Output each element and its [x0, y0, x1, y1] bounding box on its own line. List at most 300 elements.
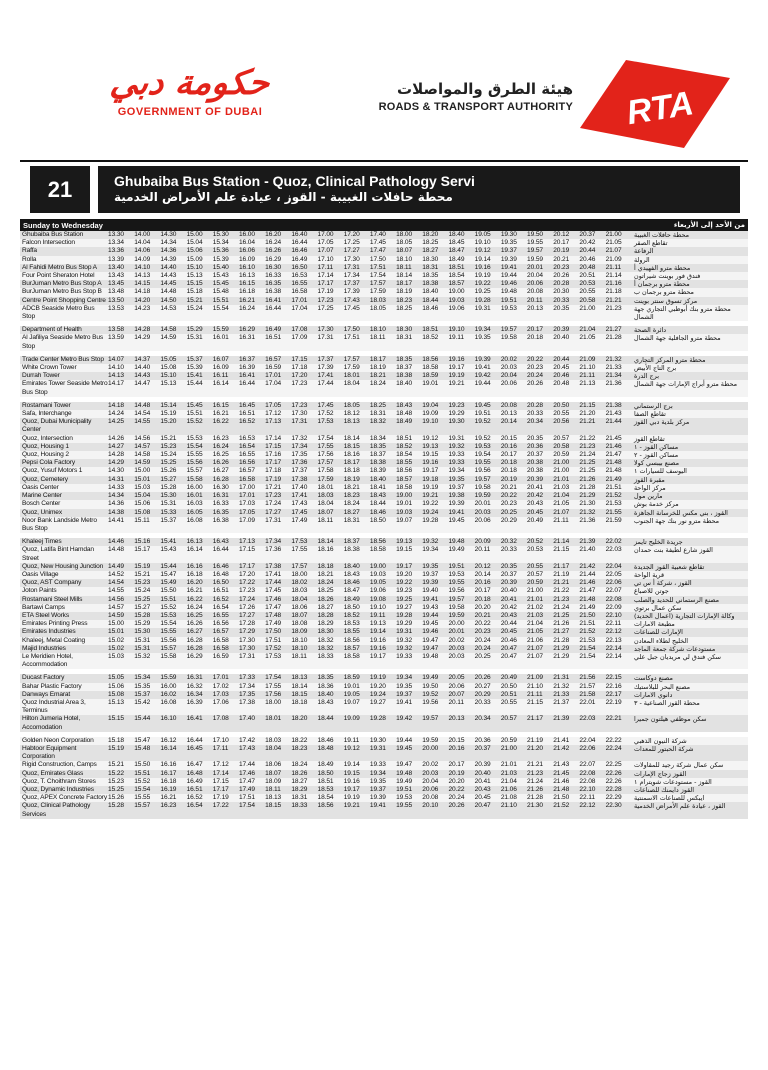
time-cell: 18.48 [396, 410, 413, 418]
time-cell: 15.43 [212, 272, 229, 280]
time-cell: 20.50 [553, 401, 570, 409]
time-cell: 15.41 [186, 372, 203, 380]
time-cell: 17.20 [291, 372, 308, 380]
stop-name-arabic: محطة مترو الفهيدي أ [634, 263, 691, 272]
stop-name-english: Quoz, Housing 2 [22, 451, 69, 459]
time-cell: 17.56 [265, 690, 282, 698]
time-cell: 20.59 [553, 451, 570, 459]
time-cell: 16.01 [186, 492, 203, 500]
time-cell: 18.34 [369, 434, 386, 442]
time-cell: 18.35 [369, 442, 386, 450]
time-cell: 21.07 [527, 644, 544, 652]
stop-name-arabic: جوتن للاصباغ [634, 587, 669, 596]
time-cell: 19.46 [500, 280, 517, 288]
time-cell: 18.27 [291, 777, 308, 785]
time-cell: 21.24 [579, 451, 596, 459]
table-row [20, 612, 748, 620]
time-cell: 18.31 [422, 263, 439, 271]
time-cell: 16.24 [265, 239, 282, 247]
time-cell: 14.37 [134, 355, 151, 363]
time-cell: 21.36 [579, 516, 596, 524]
time-cell: 20.47 [500, 652, 517, 660]
time-cell: 18.46 [343, 579, 360, 587]
time-cell: 17.00 [317, 231, 334, 238]
time-cell: 14.48 [134, 401, 151, 409]
time-cell: 15.13 [108, 698, 125, 706]
time-cell: 16.25 [212, 451, 229, 459]
stop-name-english: Bahar Plastic Factory [22, 682, 82, 690]
time-cell: 21.31 [553, 674, 570, 682]
time-cell: 18.43 [317, 698, 334, 706]
time-cell: 19.22 [422, 500, 439, 508]
stop-name-arabic: القوز ، بني مكس للخرسانة الجاهزة [634, 508, 728, 517]
time-cell: 19.11 [448, 334, 464, 342]
time-cell: 16.41 [186, 715, 203, 723]
time-cell: 15.10 [186, 263, 203, 271]
time-cell: 20.06 [422, 786, 439, 793]
time-cell: 21.13 [579, 380, 596, 388]
time-cell: 15.54 [134, 786, 151, 793]
time-cell: 18.50 [343, 603, 360, 611]
time-cell: 15.21 [108, 761, 125, 769]
stop-name-english: Pepsi Cola Factory [22, 459, 76, 467]
time-cell: 17.04 [265, 380, 282, 388]
time-cell: 20.12 [474, 562, 491, 570]
time-cell: 19.11 [343, 736, 360, 744]
time-cell: 15.30 [160, 492, 177, 500]
time-cell: 15.09 [186, 255, 203, 263]
time-cell: 17.43 [343, 296, 360, 304]
time-cell: 19.32 [396, 644, 413, 652]
time-cell: 17.49 [265, 620, 282, 628]
timetable [20, 231, 748, 819]
stop-name-english: BurJuman Metro Bus Stop B [22, 288, 102, 296]
time-cell: 17.17 [212, 786, 229, 793]
time-cell: 16.04 [238, 239, 255, 247]
time-cell: 18.26 [317, 595, 334, 603]
time-cell: 17.30 [317, 326, 334, 334]
time-cell: 21.32 [553, 682, 570, 690]
stop-departure-times [108, 451, 632, 459]
time-cell: 18.56 [317, 802, 334, 810]
time-cell: 16.33 [265, 272, 282, 280]
time-cell: 18.55 [343, 628, 360, 636]
time-cell: 18.49 [396, 418, 413, 426]
time-cell: 17.14 [317, 272, 334, 280]
time-cell: 18.46 [369, 508, 386, 516]
time-cell: 20.28 [553, 280, 570, 288]
table-row [20, 653, 748, 669]
table-row [20, 231, 748, 239]
time-cell: 16.37 [238, 355, 255, 363]
stop-departure-times [108, 256, 632, 264]
time-cell: 19.45 [474, 401, 491, 409]
time-cell: 20.28 [527, 401, 544, 409]
time-cell: 19.04 [422, 401, 439, 409]
time-cell: 19.09 [343, 715, 360, 723]
stop-departure-times [108, 770, 632, 778]
time-cell: 21.14 [605, 272, 622, 280]
time-cell: 18.32 [317, 636, 334, 644]
stop-name-arabic: شركة النيون الذهبي [634, 736, 687, 745]
time-cell: 18.56 [396, 467, 413, 475]
time-cell: 18.07 [317, 508, 334, 516]
time-cell: 22.21 [605, 715, 622, 723]
time-cell: 18.26 [291, 769, 308, 777]
time-cell: 18.04 [317, 500, 334, 508]
stop-name-english: ETA Steel Works [22, 611, 69, 619]
time-cell: 14.55 [134, 418, 151, 426]
time-cell: 15.25 [108, 786, 125, 793]
stop-name-arabic: الإمارات للصناعات [634, 628, 683, 637]
stop-name-arabic: وكالة الإمارات التجارية (اعمال الحديد) [634, 611, 735, 620]
time-cell: 21.19 [553, 570, 570, 578]
time-cell: 17.37 [291, 467, 308, 475]
time-cell: 18.29 [291, 786, 308, 793]
time-cell: 20.08 [527, 288, 544, 296]
stop-name-english: Noor Bank Landside Metro Bus Stop [22, 516, 97, 532]
time-cell: 21.38 [605, 401, 622, 409]
time-cell: 20.39 [527, 475, 544, 483]
time-cell: 21.11 [553, 516, 569, 524]
time-cell: 19.13 [396, 538, 413, 546]
stop-name-arabic: سكن موظفي هيلتون جميرا [634, 715, 707, 724]
time-cell: 15.48 [212, 288, 229, 296]
time-cell: 20.17 [553, 239, 570, 247]
time-cell: 15.31 [160, 500, 177, 508]
time-cell: 21.55 [605, 508, 622, 516]
time-cell: 19.29 [396, 620, 413, 628]
time-cell: 20.03 [500, 364, 517, 372]
time-cell: 21.59 [605, 516, 622, 524]
time-cell: 19.25 [396, 595, 413, 603]
stop-name-english: Marine Center [22, 492, 62, 500]
time-cell: 20.57 [500, 715, 517, 723]
time-cell: 18.32 [369, 418, 386, 426]
time-cell: 18.51 [448, 263, 465, 271]
time-cell: 21.46 [605, 442, 622, 450]
time-cell: 19.19 [369, 674, 386, 682]
time-cell: 18.14 [396, 272, 413, 280]
time-cell: 21.33 [553, 690, 570, 698]
time-cell: 16.41 [238, 372, 255, 380]
time-cell: 18.05 [396, 239, 413, 247]
time-cell: 20.30 [553, 288, 570, 296]
time-cell: 20.08 [422, 794, 439, 802]
stop-departure-times [108, 484, 632, 492]
time-cell: 17.41 [291, 492, 308, 500]
time-cell: 19.44 [396, 736, 413, 744]
time-cell: 18.00 [396, 231, 413, 238]
time-cell: 15.52 [186, 418, 203, 426]
time-cell: 16.38 [265, 288, 282, 296]
time-cell: 18.25 [422, 239, 439, 247]
time-cell: 19.05 [343, 690, 360, 698]
time-cell: 17.54 [369, 272, 386, 280]
time-cell: 14.56 [134, 434, 151, 442]
time-cell: 19.49 [448, 546, 465, 554]
time-cell: 20.37 [500, 570, 517, 578]
stop-name-english: Emirates Tower Seaside Metro Bus Stop [22, 380, 108, 396]
time-cell: 14.10 [108, 364, 125, 372]
time-cell: 15.06 [186, 247, 203, 255]
time-cell: 22.24 [605, 744, 622, 752]
time-cell: 19.16 [369, 636, 386, 644]
time-cell: 21.29 [553, 644, 570, 652]
time-cell: 21.30 [579, 500, 596, 508]
time-cell: 20.45 [500, 628, 517, 636]
stop-departure-times [108, 628, 632, 636]
time-cell: 16.13 [186, 538, 203, 546]
time-cell: 17.45 [343, 304, 360, 312]
time-cell: 17.05 [265, 401, 282, 409]
time-cell: 18.01 [265, 715, 282, 723]
time-cell: 22.03 [605, 546, 622, 554]
time-cell: 19.27 [369, 698, 386, 706]
time-cell: 17.23 [291, 401, 308, 409]
time-cell: 18.47 [448, 247, 465, 255]
time-cell: 19.16 [343, 777, 360, 785]
time-cell: 19.39 [448, 500, 465, 508]
time-cell: 19.53 [448, 570, 465, 578]
time-cell: 17.18 [265, 467, 282, 475]
time-cell: 15.57 [134, 802, 151, 810]
time-cell: 16.00 [186, 483, 203, 491]
time-cell: 20.35 [527, 434, 544, 442]
stop-departure-times [108, 410, 632, 418]
time-cell: 18.44 [422, 296, 439, 304]
stop-departure-times [108, 326, 632, 334]
stop-name-english: Quoz, Cemetery [22, 475, 68, 483]
table-row [20, 256, 748, 264]
time-cell: 17.47 [238, 777, 255, 785]
time-cell: 21.11 [605, 263, 622, 271]
time-cell: 15.20 [160, 418, 177, 426]
time-cell: 21.20 [527, 744, 544, 752]
time-cell: 17.17 [317, 280, 334, 288]
stop-name-english: Trade Center Metro Bus Stop [22, 355, 104, 363]
stop-name-arabic: مقبرة القوز [634, 475, 665, 484]
time-cell: 21.00 [553, 459, 570, 467]
time-cell: 16.54 [212, 603, 229, 611]
time-cell: 14.57 [134, 442, 151, 450]
time-cell: 16.59 [265, 364, 282, 372]
time-cell: 18.46 [317, 736, 334, 744]
time-cell: 18.17 [369, 355, 386, 363]
time-cell: 14.59 [160, 334, 177, 342]
time-cell: 17.41 [317, 372, 334, 380]
time-cell: 19.28 [369, 715, 386, 723]
time-cell: 20.46 [500, 636, 517, 644]
time-cell: 21.32 [605, 355, 622, 363]
time-cell: 15.04 [186, 239, 203, 247]
time-cell: 19.32 [422, 538, 439, 546]
time-cell: 13.58 [108, 326, 125, 334]
time-cell: 17.23 [238, 587, 255, 595]
time-cell: 14.00 [134, 231, 151, 238]
time-cell: 19.03 [369, 570, 386, 578]
stop-name-arabic: مطبعة الامارات [634, 620, 675, 629]
time-cell: 20.51 [579, 272, 596, 280]
time-cell: 17.51 [343, 334, 360, 342]
time-cell: 14.07 [108, 355, 125, 363]
time-cell: 18.27 [343, 508, 360, 516]
time-cell: 19.59 [527, 255, 544, 263]
time-cell: 17.34 [238, 682, 255, 690]
time-cell: 19.16 [369, 644, 386, 652]
time-cell: 19.10 [369, 603, 386, 611]
stop-departure-times [108, 356, 632, 364]
time-cell: 16.46 [291, 247, 308, 255]
time-cell: 18.22 [291, 736, 308, 744]
time-cell: 22.15 [605, 674, 622, 682]
time-cell: 15.19 [108, 744, 125, 752]
time-cell: 15.25 [160, 459, 177, 467]
time-cell: 18.36 [317, 682, 334, 690]
time-cell: 15.11 [134, 516, 150, 524]
time-cell: 18.14 [343, 434, 360, 442]
time-cell: 13.53 [108, 304, 125, 312]
time-cell: 21.54 [579, 652, 596, 660]
time-cell: 21.45 [605, 434, 622, 442]
time-cell: 20.58 [553, 442, 570, 450]
time-cell: 20.32 [500, 538, 517, 546]
time-cell: 19.14 [474, 255, 491, 263]
time-cell: 19.17 [343, 786, 360, 793]
time-cell: 20.41 [527, 483, 544, 491]
stop-name-english: Danways Emarat [22, 690, 71, 698]
time-cell: 21.23 [527, 769, 544, 777]
time-cell: 21.21 [527, 761, 544, 769]
time-cell: 18.00 [291, 570, 308, 578]
stop-name-english: Quoz, Intersection [22, 434, 73, 442]
time-cell: 20.00 [448, 620, 465, 628]
stop-name-arabic: مصنع دوكاست [634, 674, 673, 683]
time-cell: 14.46 [108, 538, 125, 546]
stop-name-arabic: محطة مترو برجمان ب [634, 288, 694, 297]
time-cell: 15.18 [186, 288, 203, 296]
time-cell: 16.56 [212, 620, 229, 628]
time-cell: 21.04 [579, 326, 596, 334]
time-cell: 19.55 [448, 579, 465, 587]
time-cell: 17.39 [317, 364, 334, 372]
time-cell: 16.55 [291, 280, 308, 288]
time-cell: 20.22 [448, 786, 465, 793]
time-cell: 20.18 [500, 459, 517, 467]
stop-name-english: Raffa [22, 247, 37, 255]
time-cell: 14.27 [108, 442, 125, 450]
time-cell: 21.49 [579, 603, 596, 611]
time-cell: 14.18 [108, 401, 125, 409]
time-cell: 18.01 [343, 372, 360, 380]
stop-name-arabic: محطة حافلات الغبيبة [634, 231, 690, 239]
table-row [20, 443, 748, 451]
stop-name-arabic: مصنع الرستماني للحديد والصلب [634, 595, 720, 604]
time-cell: 21.17 [553, 562, 570, 570]
time-cell: 19.37 [500, 247, 517, 255]
time-cell: 18.31 [291, 794, 308, 802]
stop-name-english: Al Fahidi Metro Bus Stop A [22, 263, 97, 271]
time-cell: 15.44 [186, 380, 203, 388]
time-cell: 15.47 [134, 736, 151, 744]
time-cell: 19.23 [448, 401, 465, 409]
time-cell: 19.01 [343, 682, 360, 690]
time-cell: 15.53 [160, 611, 177, 619]
time-cell: 15.15 [108, 715, 125, 723]
time-cell: 20.24 [474, 636, 491, 644]
time-cell: 19.00 [448, 288, 465, 296]
time-cell: 15.56 [160, 636, 177, 644]
time-cell: 19.21 [343, 802, 360, 810]
time-cell: 16.26 [265, 247, 282, 255]
time-cell: 17.31 [343, 263, 360, 271]
stop-name-arabic: سكن فندق لي مريديان جبل علي [634, 652, 721, 661]
stop-departure-times [108, 802, 632, 810]
time-cell: 22.28 [605, 786, 622, 793]
time-cell: 20.35 [553, 304, 570, 312]
time-cell: 20.17 [527, 326, 544, 334]
time-cell: 20.15 [448, 736, 465, 744]
time-cell: 16.55 [212, 611, 229, 619]
stop-name-arabic: سكن عمال شركة رجيد للمقاولات [634, 761, 724, 770]
time-cell: 15.05 [160, 355, 177, 363]
time-cell: 17.56 [317, 451, 334, 459]
time-cell: 19.19 [474, 272, 491, 280]
time-cell: 16.25 [186, 611, 203, 619]
time-cell: 22.12 [605, 628, 622, 636]
table-row [20, 356, 748, 364]
time-cell: 20.04 [422, 777, 439, 785]
time-cell: 18.57 [343, 644, 360, 652]
time-cell: 21.27 [553, 628, 570, 636]
time-cell: 16.14 [186, 546, 203, 554]
time-cell: 20.11 [448, 698, 464, 706]
stop-departure-times [108, 517, 632, 525]
stop-name-arabic: القوز زجاج الإمارات [634, 769, 687, 778]
time-cell: 14.34 [160, 239, 177, 247]
time-cell: 15.13 [186, 272, 203, 280]
time-cell: 17.12 [212, 761, 229, 769]
time-cell: 19.39 [369, 794, 386, 802]
time-cell: 16.55 [238, 451, 255, 459]
time-cell: 15.10 [160, 372, 177, 380]
time-cell: 17.44 [265, 579, 282, 587]
time-cell: 15.00 [134, 467, 151, 475]
time-cell: 18.03 [291, 587, 308, 595]
stop-name-arabic: برج الرستماني [634, 401, 673, 410]
time-cell: 19.57 [500, 326, 517, 334]
time-cell: 20.36 [527, 442, 544, 450]
time-cell: 22.16 [605, 682, 622, 690]
stop-name-arabic: مارين مول [634, 492, 663, 501]
time-cell: 20.24 [448, 794, 465, 802]
government-of-dubai-caption: GOVERNMENT OF DUBAI [117, 106, 263, 118]
time-cell: 18.23 [291, 744, 308, 752]
time-cell: 18.38 [369, 459, 386, 467]
time-cell: 19.33 [369, 761, 386, 769]
time-cell: 17.19 [265, 475, 282, 483]
time-cell: 21.21 [579, 418, 596, 426]
time-cell: 19.33 [448, 459, 465, 467]
time-cell: 14.40 [160, 263, 177, 271]
table-row [20, 418, 748, 434]
stop-departure-times [108, 761, 632, 769]
time-cell: 19.31 [396, 628, 413, 636]
time-cell: 21.42 [579, 562, 596, 570]
time-cell: 17.03 [238, 500, 255, 508]
time-cell: 19.45 [422, 620, 439, 628]
time-cell: 19.18 [422, 475, 439, 483]
